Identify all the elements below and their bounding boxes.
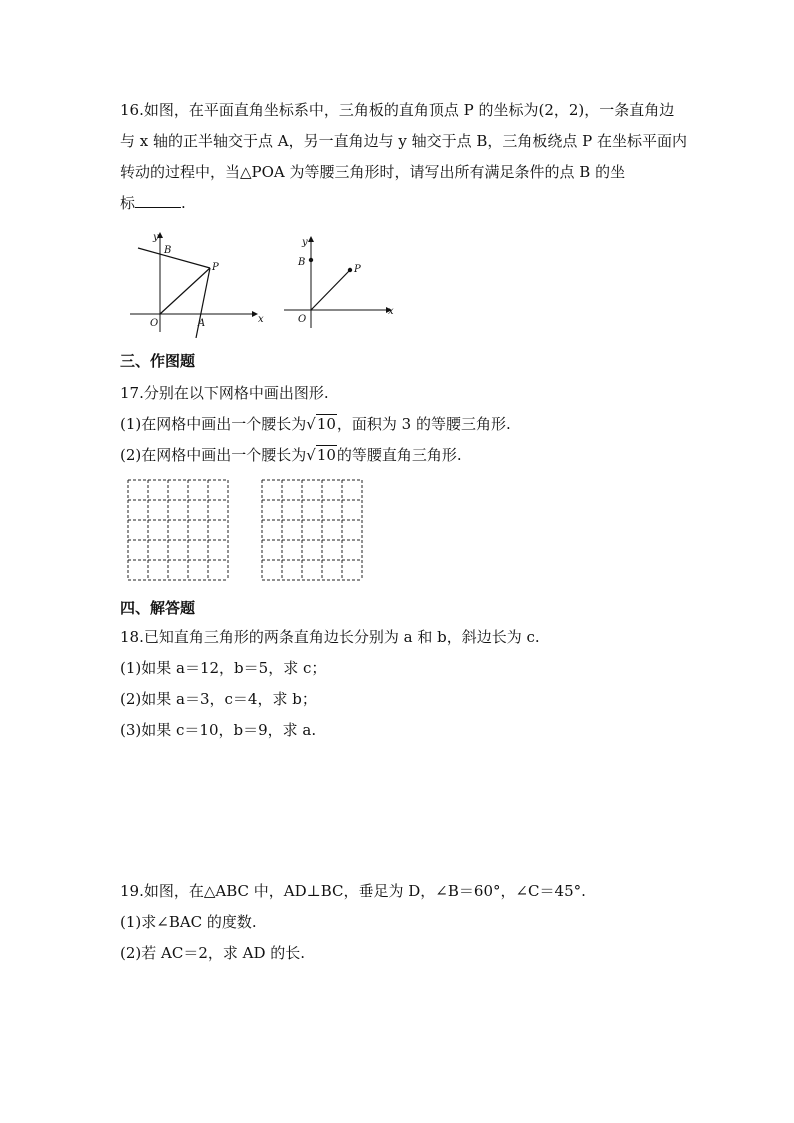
label-p: P [354, 264, 361, 275]
drawing-grid-1[interactable] [126, 478, 232, 584]
sqrt-expression: √10 [306, 446, 336, 464]
q17-line-3 [120, 445, 462, 465]
label-x: x [388, 306, 394, 317]
q16-line-4-prefix: 标 [120, 194, 136, 212]
sqrt-radicand: 10 [316, 446, 336, 464]
q17-line-2b: ，面积为 3 的等腰三角形. [336, 415, 511, 433]
label-o: O [298, 314, 307, 325]
section-heading-3: 三、作图题 [120, 352, 196, 370]
q18-line-3: (2)如果 a＝3，c＝4，求 b； [120, 690, 317, 708]
point-b [309, 258, 313, 262]
q16-line-1: 16.如图，在平面直角坐标系中，三角板的直角顶点 P 的坐标为(2，2)，一条直角边 [120, 101, 675, 119]
side-pb [138, 248, 210, 268]
q17-line-1: 17.分别在以下网格中画出图形. [120, 384, 329, 402]
q17-line-3b: 的等腰直角三角形. [336, 446, 462, 464]
label-b: B [164, 245, 172, 256]
q16-line-2: 与 x 轴的正半轴交于点 A，另一直角边与 y 轴交于点 B，三角板绕点 P 在坐标平面内 [120, 132, 688, 150]
q18-line-1: 18.已知直角三角形的两条直角边长分别为 a 和 b，斜边长为 c. [120, 628, 540, 646]
q18-line-4: (3)如果 c＝10，b＝9，求 a. [120, 721, 317, 739]
label-y: y [153, 232, 159, 243]
q19-line-2: (1)求∠BAC 的度数. [120, 913, 257, 931]
q19-line-1: 19.如图，在△ABC 中，AD⊥BC，垂足为 D，∠B＝60°，∠C＝45°. [120, 882, 586, 900]
q16-line-4-suffix: . [181, 194, 186, 212]
y-axis-arrow [308, 236, 314, 242]
q16-figure-1 [126, 228, 266, 338]
q17-line-2a: (1)在网格中画出一个腰长为 [120, 415, 307, 433]
sqrt-radicand: 10 [316, 415, 336, 433]
label-p: P [212, 262, 219, 273]
q17-line-2 [120, 414, 511, 434]
label-x: x [258, 314, 264, 325]
label-b: B [298, 257, 306, 268]
section-heading-4: 四、解答题 [120, 599, 196, 617]
q16-figure-2 [280, 232, 400, 328]
sqrt-expression: √10 [306, 415, 336, 433]
label-a: A [198, 318, 206, 329]
q17-line-3a: (2)在网格中画出一个腰长为 [120, 446, 307, 464]
segment-op [311, 270, 350, 310]
q16-line-3: 转动的过程中，当△POA 为等腰三角形时，请写出所有满足条件的点 B 的坐 [120, 163, 626, 181]
label-o: O [150, 318, 159, 329]
q19-line-3: (2)若 AC＝2，求 AD 的长. [120, 944, 306, 962]
point-p [348, 268, 352, 272]
q18-line-2: (1)如果 a＝12，b＝5，求 c； [120, 659, 327, 677]
drawing-grid-2[interactable] [260, 478, 366, 584]
answer-blank[interactable] [135, 193, 181, 208]
label-y: y [302, 237, 308, 248]
q16-line-4 [120, 193, 186, 213]
